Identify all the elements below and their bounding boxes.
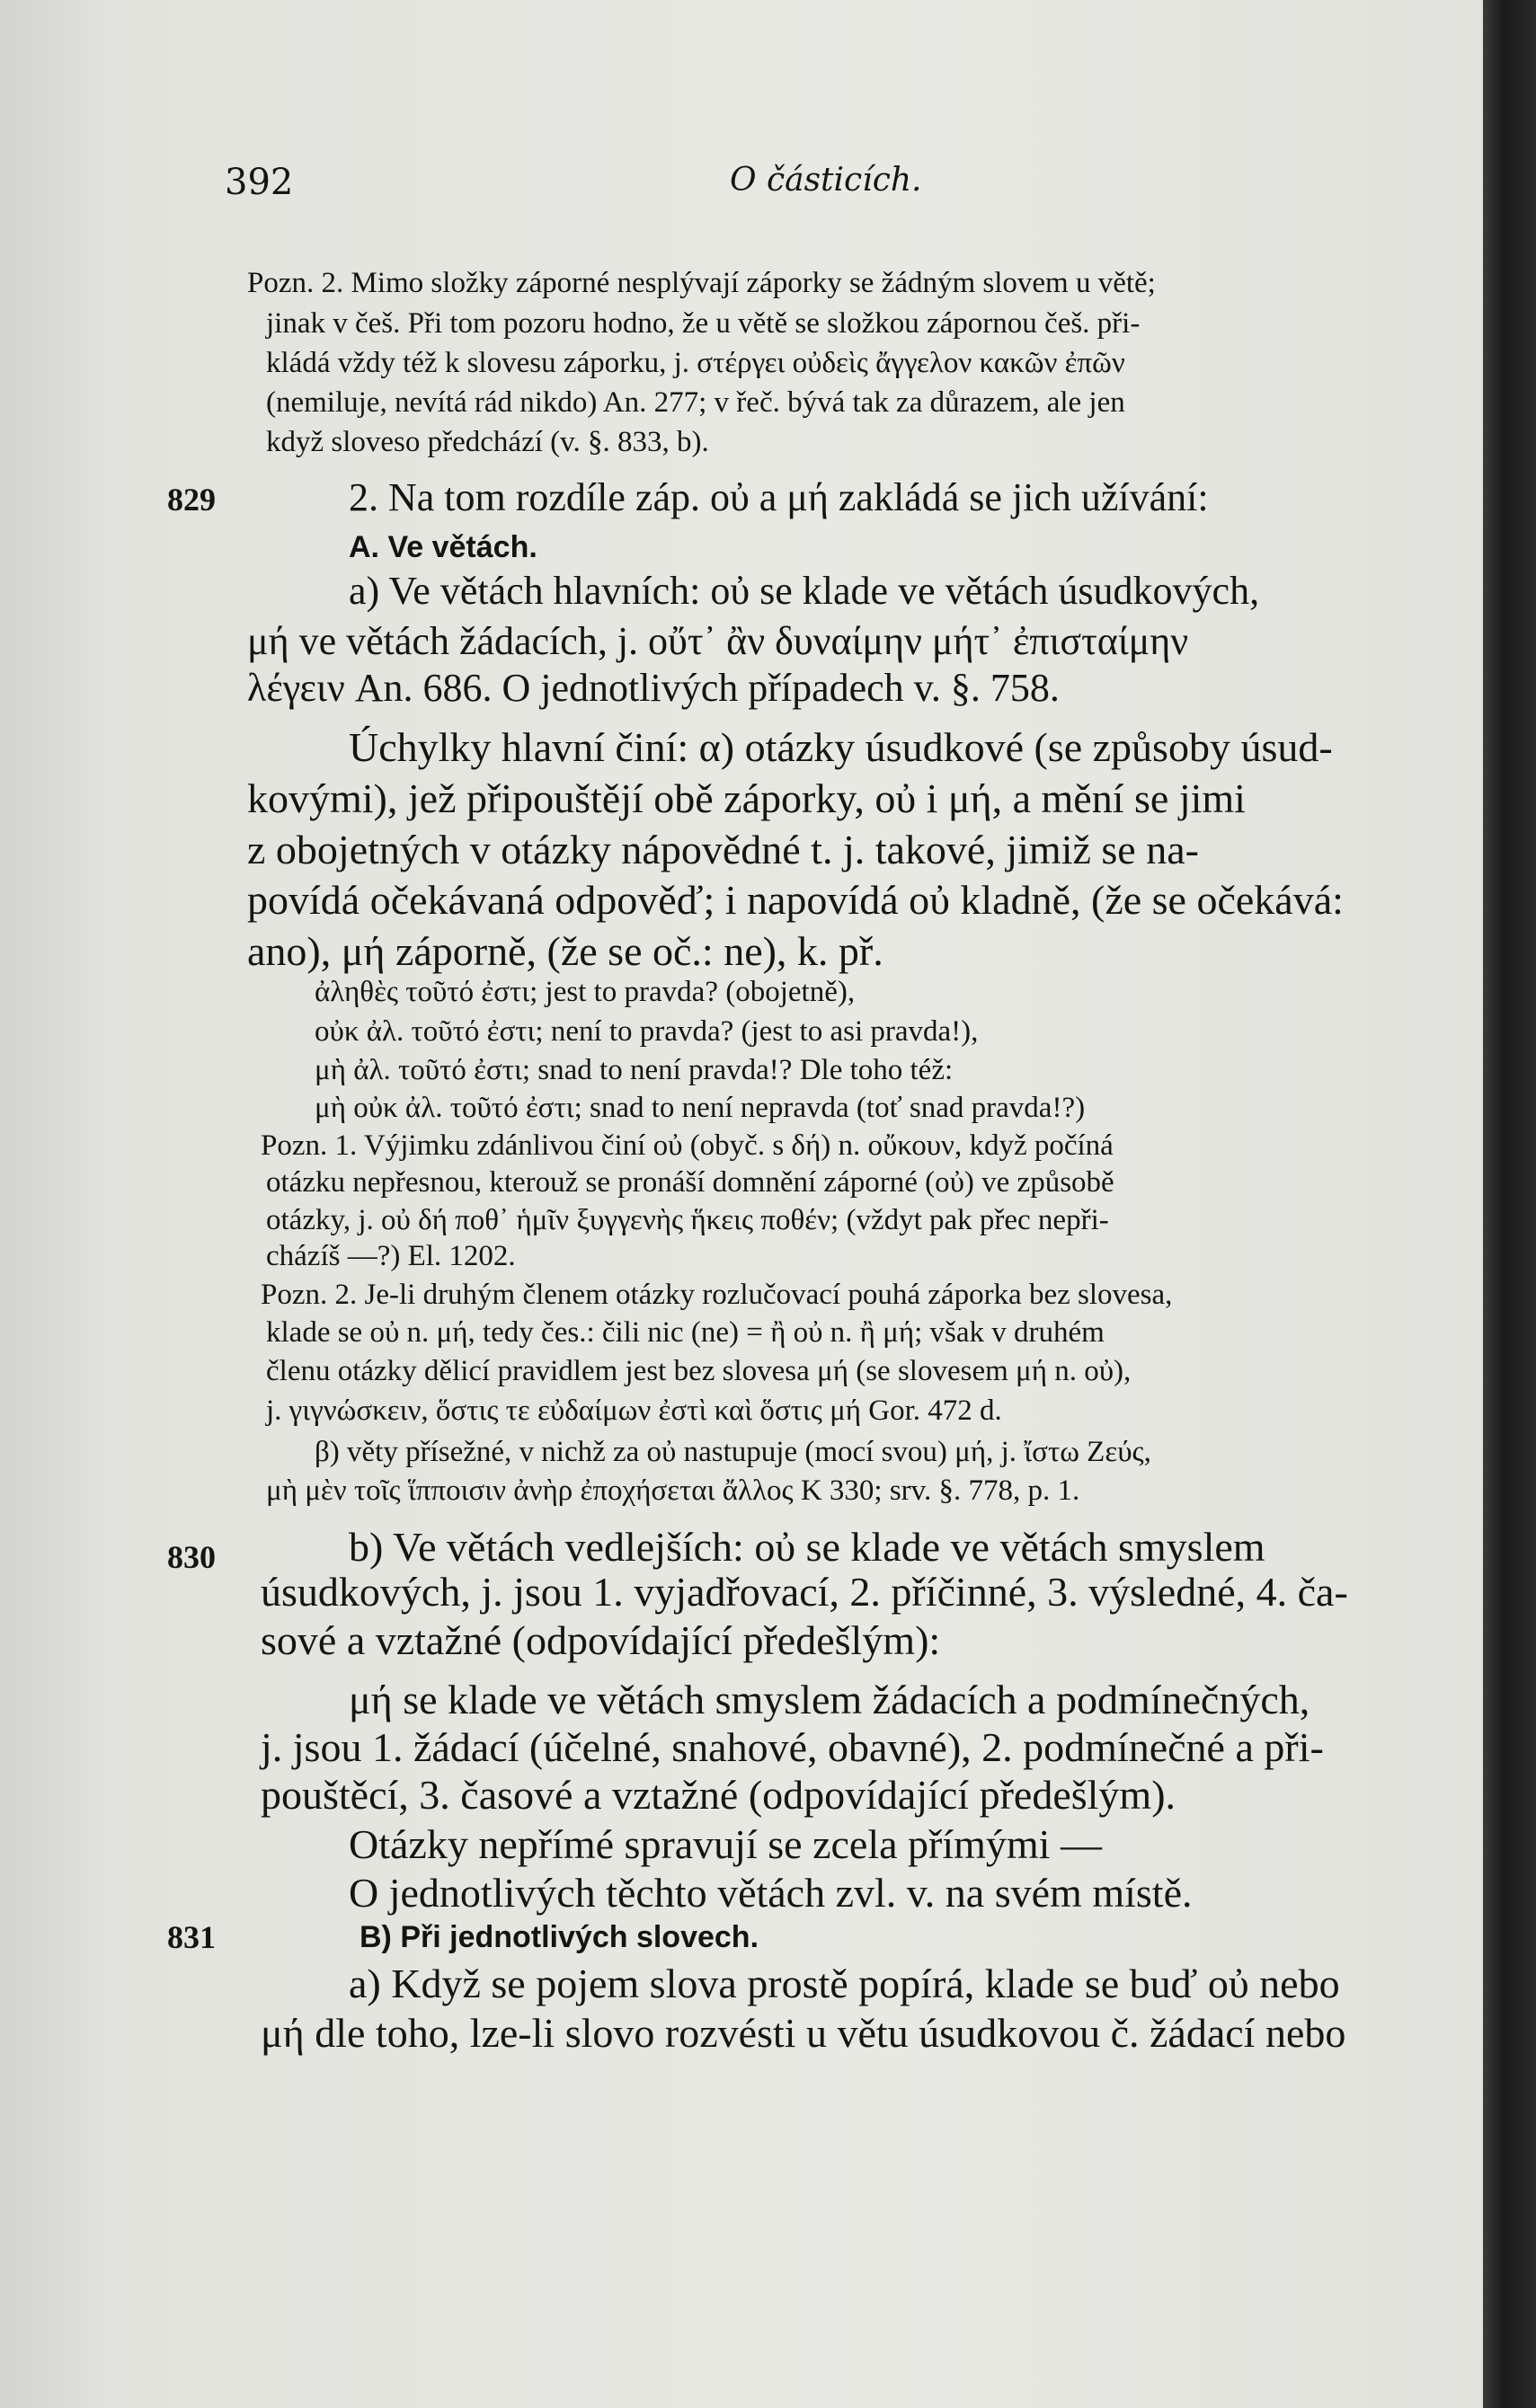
text-line: Pozn. 1. Výjimku zdánlivou činí οὐ (obyč. s δή) n. οὔκουν, když počíná <box>261 1129 1114 1162</box>
example-line: μὴ ἀλ. τοῦτό ἐστι; snad to není pravda!? Dle toho též: <box>315 1054 954 1086</box>
text-line: ano), μή záporně, (že se oč.: ne), k. př. <box>247 928 883 974</box>
text-line: μή se klade ve větách smyslem žádacích a podmínečných, <box>349 1677 1310 1722</box>
text-line: Otázky nepřímé spravují se zcela přímými — <box>349 1821 1102 1867</box>
text-line: otázku nepřesnou, kterouž se pronáší domnění záporné (οὐ) ve způsobě <box>266 1166 1114 1199</box>
margin-number-829: 829 <box>167 482 216 518</box>
text-line: μή dle toho, lze-li slovo rozvésti u větu úsudkovou č. žádací nebo <box>261 2010 1346 2056</box>
text-line: sové a vztažné (odpovídající předešlým): <box>261 1617 941 1663</box>
text-line: kovými), jež připouštějí obě záporky, οὐ i μή, a mění se jimi <box>247 775 1246 821</box>
text-line: Pozn. 2. Je-li druhým členem otázky rozlučovací pouhá záporka bez slovesa, <box>261 1279 1173 1311</box>
text-line: λέγειν An. 686. O jednotlivých případech v. §. 758. <box>247 666 1060 710</box>
text-line: kládá vždy též k slovesu záporku, j. στέργει οὐδεὶς ἄγγελον κακῶν ἐπῶν <box>266 347 1125 379</box>
text-line: členu otázky dělicí pravidlem jest bez slovesa μή (se slovesem μή n. οὐ), <box>266 1355 1132 1387</box>
text-line: otázky, j. οὐ δή ποθ᾽ ἡμῖν ξυγγενὴς ἥκεις ποθέν; (vždyt pak přec nepři- <box>266 1204 1109 1236</box>
section-heading: B) Při jednotlivých slovech. <box>360 1920 759 1954</box>
text-line: j. jsou 1. žádací (účelné, snahové, obavné), 2. podmínečné a při- <box>261 1724 1324 1770</box>
text-line: klade se οὐ n. μή, tedy čes.: čili nic (ne) = ἢ οὐ n. ἢ μή; však v druhém <box>266 1316 1105 1349</box>
page-edge-shadow <box>1483 0 1536 2408</box>
text-line: cházíš —?) El. 1202. <box>266 1240 516 1272</box>
example-line: μὴ οὐκ ἀλ. τοῦτό ἐστι; snad to není nepravda (toť snad pravda!?) <box>315 1092 1086 1124</box>
text-line: Úchylky hlavní činí: α) otázky úsudkové (se způsoby úsud- <box>349 724 1333 770</box>
text-line: b) Ve větách vedlejších: οὐ se klade ve větách smyslem <box>349 1524 1265 1570</box>
example-line: ἀληθὲς τοῦτό ἐστι; jest to pravda? (obojetně), <box>315 976 856 1008</box>
page-number: 392 <box>225 162 294 203</box>
margin-number-830: 830 <box>167 1539 216 1575</box>
text-line: β) věty přísežné, v nichž za οὐ nastupuje (mocí svou) μή, j. ἴστω Ζεύς, <box>315 1436 1151 1468</box>
text-line: O jednotlivých těchto větách zvl. v. na svém místě. <box>349 1870 1193 1916</box>
text-line: když sloveso předchází (v. §. 833, b). <box>266 426 709 458</box>
example-line: οὐκ ἀλ. τοῦτό ἐστι; není to pravda? (jest to asi pravda!), <box>315 1015 979 1048</box>
text-line: Pozn. 2. Mimo složky záporné nesplývají záporky se žádným slovem u větě; <box>247 267 1156 299</box>
text-line: 2. Na tom rozdíle záp. οὐ a μή zakládá se jich užívání: <box>349 475 1209 519</box>
text-line: pouštěcí, 3. časové a vztažné (odpovídající předešlým). <box>261 1772 1176 1818</box>
text-line: úsudkových, j. jsou 1. vyjadřovací, 2. příčinné, 3. výsledné, 4. ča- <box>261 1569 1348 1615</box>
text-line: jinak v češ. Při tom pozoru hodno, že u větě se složkou zápornou češ. při- <box>266 307 1141 340</box>
margin-number-831: 831 <box>167 1919 216 1955</box>
text-line: povídá očekávaná odpověď; i napovídá οὐ kladně, (že se očekává: <box>247 877 1344 923</box>
section-heading: A. Ve větách. <box>349 530 537 564</box>
text-line: μή ve větách žádacích, j. οὔτ᾽ ἂν δυναίμην μήτ᾽ ἐπισταίμην <box>247 619 1189 663</box>
text-line: (nemiluje, nevítá rád nikdo) An. 277; v řeč. bývá tak za důrazem, ale jen <box>266 386 1125 419</box>
text-line: z obojetných v otázky nápovědné t. j. takové, jimiž se na- <box>247 827 1199 872</box>
text-line: a) Když se pojem slova prostě popírá, klade se buď οὐ nebo <box>349 1961 1340 2006</box>
text-line: μὴ μὲν τοῖς ἵπποισιν ἀνὴρ ἐποχήσεται ἄλλος K 330; srv. §. 778, p. 1. <box>266 1474 1080 1507</box>
text-line: j. γιγνώσκειν, ὅστις τε εὐδαίμων ἐστὶ καὶ ὅστις μή Gor. 472 d. <box>266 1394 1002 1427</box>
running-title: O částicích. <box>730 162 922 199</box>
text-line: a) Ve větách hlavních: οὐ se klade ve větách úsudkových, <box>349 569 1260 613</box>
